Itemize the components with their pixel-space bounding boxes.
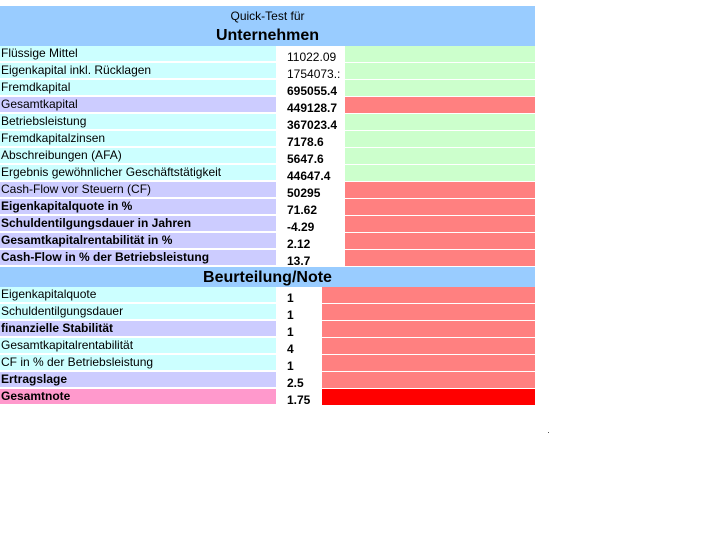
value-cell[interactable]: 1: [277, 287, 322, 304]
table-row: [0, 165, 535, 182]
table-row: [0, 114, 535, 131]
table-row: [0, 304, 535, 321]
status-fill: [322, 338, 535, 355]
sheet-header-title: Unternehmen: [0, 26, 535, 46]
value-cell[interactable]: 1754073.:: [277, 63, 345, 80]
table-row: [0, 250, 535, 267]
value-cell[interactable]: 449128.7: [277, 97, 345, 114]
value-cell[interactable]: 1: [277, 304, 322, 321]
row-label: CF in % der Betriebsleistung: [0, 355, 276, 371]
beurteilung-table: [0, 287, 535, 406]
status-fill: [345, 46, 535, 63]
table-row: [0, 63, 535, 80]
value-cell[interactable]: 44647.4: [277, 165, 345, 182]
table-row: [0, 182, 535, 199]
row-label: Betriebsleistung: [0, 114, 276, 130]
status-fill: [345, 114, 535, 131]
row-label: Cash-Flow in % der Betriebsleistung: [0, 250, 276, 266]
table-row: [0, 321, 535, 338]
row-label: Eigenkapitalquote: [0, 287, 276, 303]
value-cell[interactable]: 13.7: [277, 250, 345, 267]
status-fill: [322, 389, 535, 406]
row-label: Ergebnis gewöhnlicher Geschäftstätigkeit: [0, 165, 276, 181]
value-cell[interactable]: 2.5: [277, 372, 322, 389]
table-row: [0, 287, 535, 304]
row-label: Gesamtnote: [0, 389, 276, 405]
row-label: Fremdkapitalzinsen: [0, 131, 276, 147]
status-fill: [345, 216, 535, 233]
value-cell[interactable]: -4.29: [277, 216, 345, 233]
status-fill: [345, 199, 535, 216]
row-label: Schuldentilgungsdauer in Jahren: [0, 216, 276, 232]
value-cell[interactable]: 7178.6: [277, 131, 345, 148]
kennzahlen-table: [0, 46, 535, 267]
value-cell[interactable]: 1.75: [277, 389, 322, 406]
row-label: Gesamtkapital: [0, 97, 276, 113]
sheet-header-line1: Quick-Test für: [0, 6, 535, 26]
table-row: [0, 131, 535, 148]
value-cell[interactable]: 11022.09: [277, 46, 345, 63]
status-fill: [345, 165, 535, 182]
value-cell[interactable]: 5647.6: [277, 148, 345, 165]
row-label: Schuldentilgungsdauer: [0, 304, 276, 320]
quick-test-sheet: [0, 6, 535, 406]
status-fill: [345, 97, 535, 114]
status-fill: [345, 250, 535, 267]
table-row: [0, 355, 535, 372]
value-cell[interactable]: 2.12: [277, 233, 345, 250]
table-row: [0, 199, 535, 216]
status-fill: [322, 355, 535, 372]
value-cell[interactable]: 695055.4: [277, 80, 345, 97]
table-row: [0, 97, 535, 114]
value-cell[interactable]: 1: [277, 321, 322, 338]
value-cell[interactable]: 367023.4: [277, 114, 345, 131]
stray-dot: [548, 432, 549, 433]
row-label: Gesamtkapitalrentabilität: [0, 338, 276, 354]
status-fill: [322, 321, 535, 338]
value-cell[interactable]: 50295: [277, 182, 345, 199]
table-row: [0, 389, 535, 406]
table-row: [0, 46, 535, 63]
status-fill: [322, 304, 535, 321]
table-row: [0, 216, 535, 233]
row-label: Flüssige Mittel: [0, 46, 276, 62]
table-row: [0, 338, 535, 355]
status-fill: [345, 233, 535, 250]
table-row: [0, 148, 535, 165]
status-fill: [322, 287, 535, 304]
row-label: Ertragslage: [0, 372, 276, 388]
row-label: Gesamtkapitalrentabilität in %: [0, 233, 276, 249]
value-cell[interactable]: 4: [277, 338, 322, 355]
row-label: Fremdkapital: [0, 80, 276, 96]
row-label: finanzielle Stabilität: [0, 321, 276, 337]
status-fill: [345, 63, 535, 80]
value-cell[interactable]: 71.62: [277, 199, 345, 216]
status-fill: [322, 372, 535, 389]
value-cell[interactable]: 1: [277, 355, 322, 372]
status-fill: [345, 182, 535, 199]
table-row: [0, 80, 535, 97]
row-label: Eigenkapital inkl. Rücklagen: [0, 63, 276, 79]
row-label: Abschreibungen (AFA): [0, 148, 276, 164]
row-label: Cash-Flow vor Steuern (CF): [0, 182, 276, 198]
section-title-beurteilung: Beurteilung/Note: [0, 267, 535, 287]
table-row: [0, 372, 535, 389]
status-fill: [345, 131, 535, 148]
status-fill: [345, 80, 535, 97]
status-fill: [345, 148, 535, 165]
row-label: Eigenkapitalquote in %: [0, 199, 276, 215]
table-row: [0, 233, 535, 250]
